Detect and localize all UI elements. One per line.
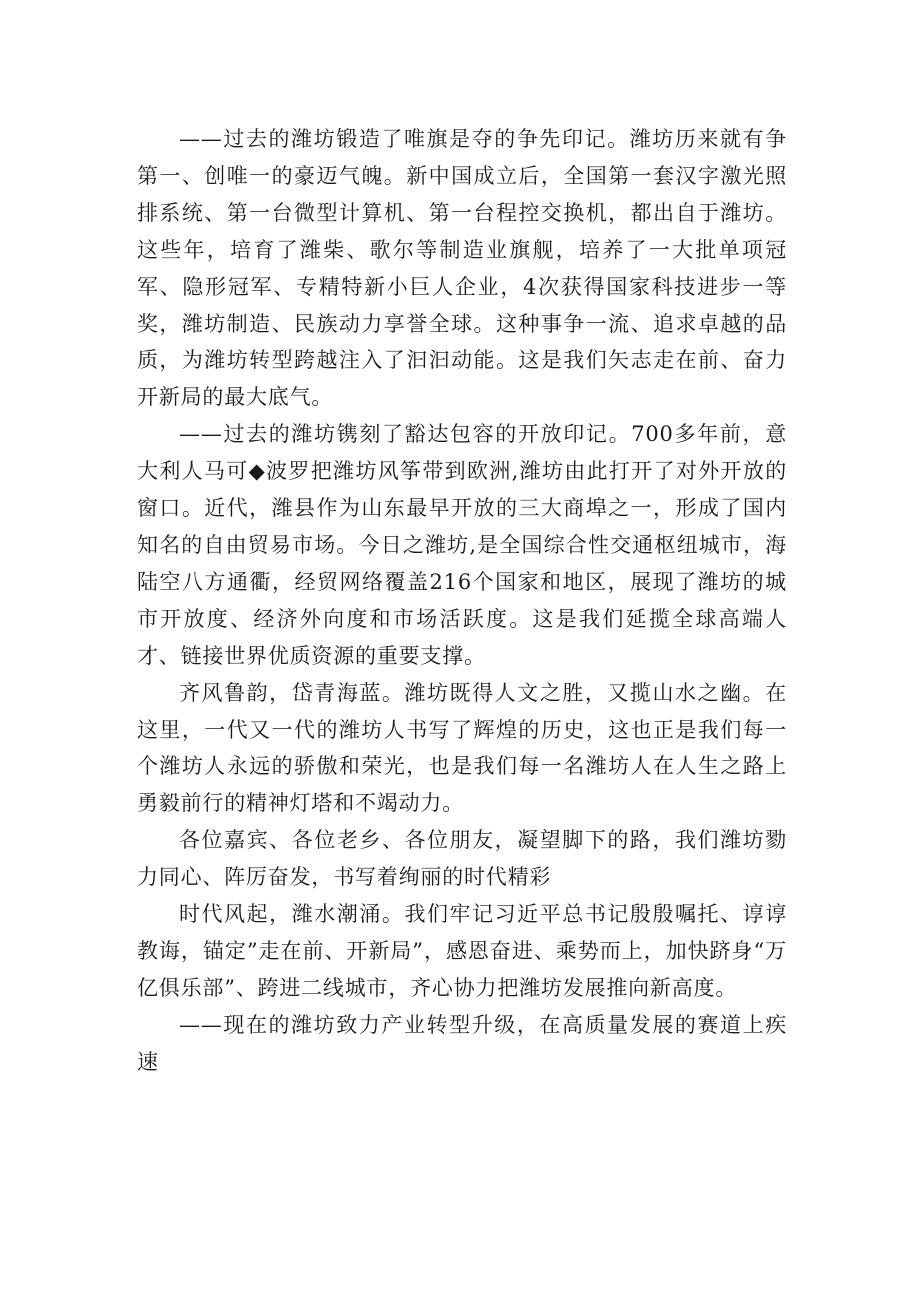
paragraph-4: 各位嘉宾、各位老乡、各位朋友，凝望脚下的路，我们潍坊勠力同心、阵厉奋发，书写着绚丽的时代精彩: [137, 828, 787, 890]
paragraph-3: 齐风鲁韵，岱青海蓝。潍坊既得人文之胜，又揽山水之幽。在这里，一代又一代的潍坊人书写了辉煌的历史，这也正是我们每一个潍坊人永远的骄傲和荣光，也是我们每一名潍坊人在人生之路上勇毅前行的精神灯塔和不竭动力。: [137, 680, 787, 816]
paragraph-2: ——过去的潍坊镌刻了豁达包容的开放印记。700多年前，意大利人马可◆波罗把潍坊风筝带到欧洲,潍坊由此打开了对外开放的窗口。近代，潍县作为山东最早开放的三大商埠之一，形成了国内知名的自由贸易市场。今日之潍坊,是全国综合性交通枢纽城市，海陆空八方通衢，经贸网络覆盖216个国家和地区，展现了潍坊的城市开放度、经济外向度和市场活跃度。这是我们延揽全球高端人才、链接世界优质资源的重要支撑。: [137, 422, 787, 668]
paragraph-1: ——过去的潍坊锻造了唯旗是夺的争先印记。潍坊历来就有争第一、创唯一的豪迈气魄。新中国成立后，全国第一套汉字激光照排系统、第一台微型计算机、第一台程控交换机，都出自于潍坊。这些年，培育了潍柴、歌尔等制造业旗舰，培养了一大批单项冠军、隐形冠军、专精特新小巨人企业，4次获得国家科技进步一等奖，潍坊制造、民族动力享誉全球。这种事争一流、追求卓越的品质，为潍坊转型跨越注入了汩汩动能。这是我们矢志走在前、奋力开新局的最大底气。: [137, 127, 787, 410]
paragraph-6: ——现在的潍坊致力产业转型升级，在高质量发展的赛道上疾速: [137, 1012, 787, 1074]
paragraph-5: 时代风起，潍水潮涌。我们牢记习近平总书记殷殷嘱托、谆谆教诲，锚定”走在前、开新局”，感恩奋进、乘势而上，加快跻身“万亿俱乐部”、跨进二线城市，齐心协力把潍坊发展推向新高度。: [137, 902, 787, 1000]
document-body: [137, 121, 787, 1081]
